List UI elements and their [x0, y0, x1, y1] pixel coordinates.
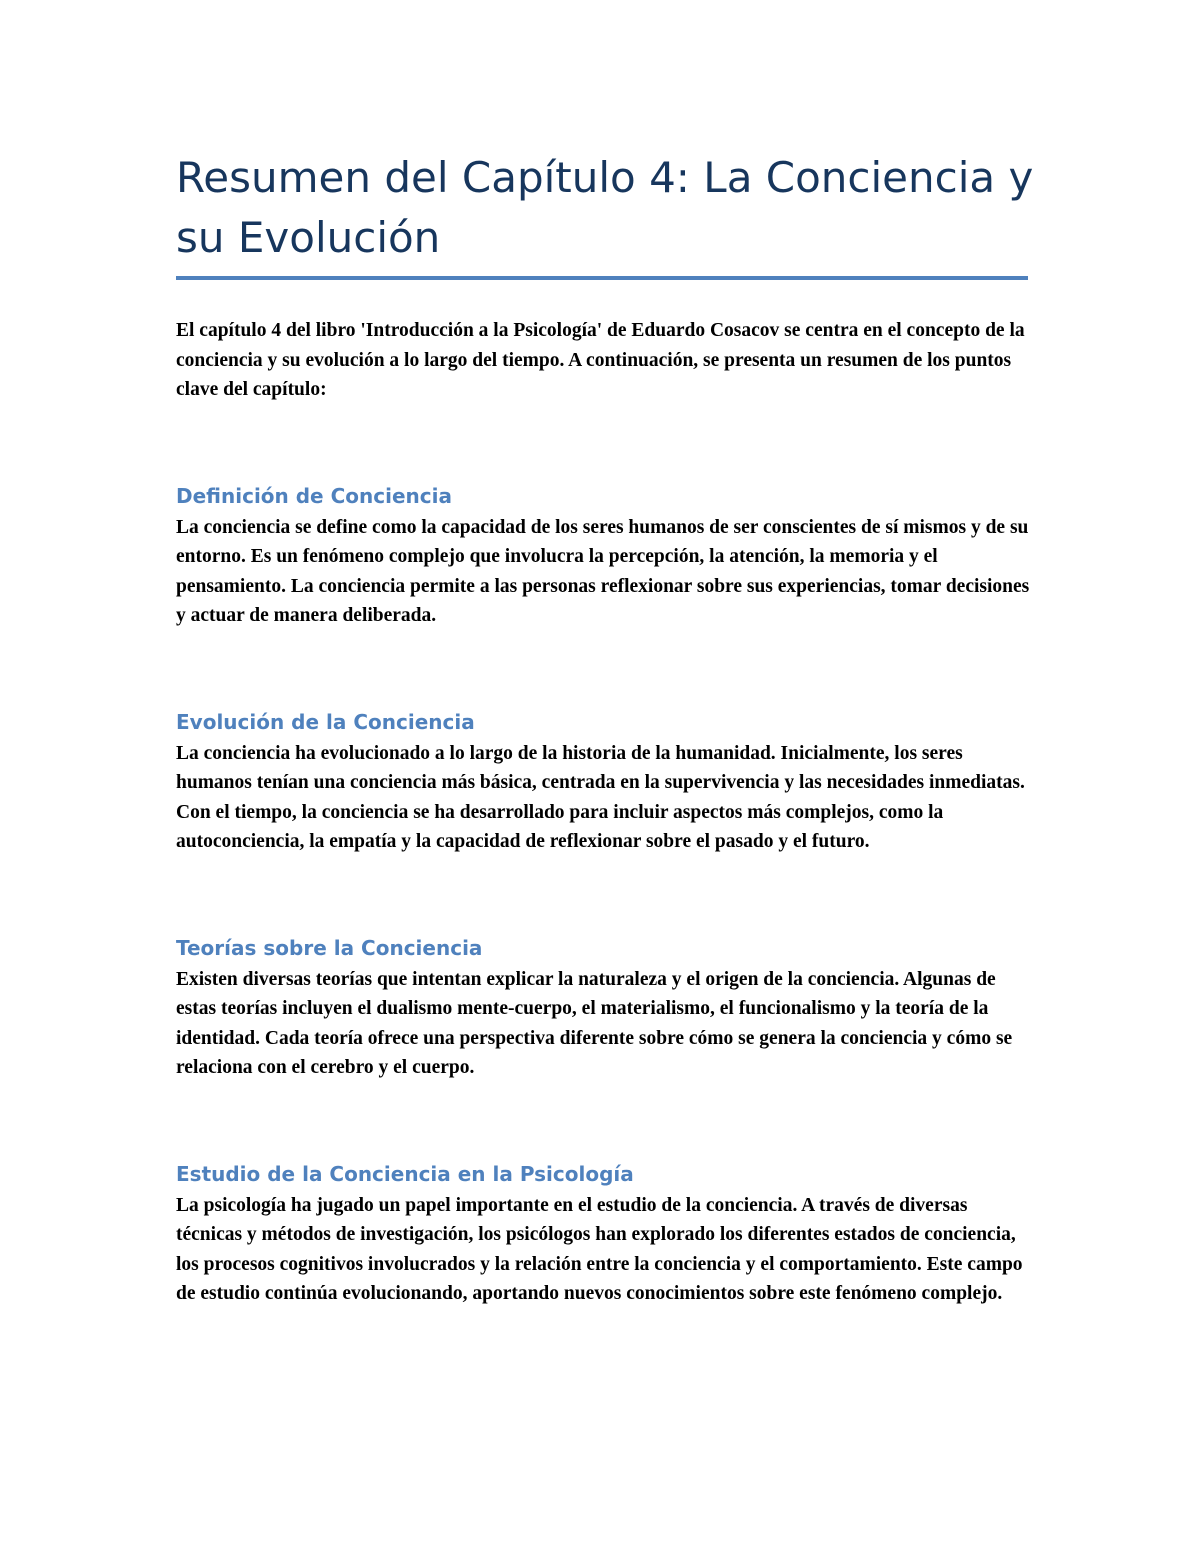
section-teorias [176, 933, 1036, 1083]
section-body: La psicología ha jugado un papel importante en el estudio de la conciencia. A través de diversas técnicas y métodos de investigación, los psicólogos han explorado los diferentes estados de conciencia, los procesos cognitivos involucrados y la relación entre la conciencia y el comportamiento. Este campo de estudio continúa evolucionando, aportando nuevos conocimientos sobre este fenómeno complejo. [176, 1194, 1023, 1304]
title-underline [176, 276, 1028, 280]
section-body: La conciencia ha evolucionado a lo largo de la historia de la humanidad. Inicialmente, los seres humanos tenían una conciencia más básica, centrada en la supervivencia y las necesidades inmediatas. Con el tiempo, la conciencia se ha desarrollado para incluir aspectos más complejos, como la autoconciencia, la empatía y la capacidad de reflexionar sobre el pasado y el futuro. [176, 742, 1025, 852]
section-heading: Definición de Conciencia [176, 483, 452, 508]
document-title: Resumen del Capítulo 4: La Conciencia y su Evolución [176, 153, 1034, 262]
section-definicion [176, 481, 1036, 631]
section-body: Existen diversas teorías que intentan explicar la naturaleza y el origen de la conciencia. Algunas de estas teorías incluyen el dualismo mente-cuerpo, el materialismo, el funcionalismo y la teoría de la identidad. Cada teoría ofrece una perspectiva diferente sobre cómo se genera la conciencia y cómo se relaciona con el cerebro y el cuerpo. [176, 968, 1013, 1078]
intro-paragraph: El capítulo 4 del libro 'Introducción a la Psicología' de Eduardo Cosacov se centra en el concepto de la conciencia y su evolución a lo largo del tiempo. A continuación, se presenta un resumen de los puntos clave del capítulo: [176, 320, 1025, 400]
section-heading: Estudio de la Conciencia en la Psicología [176, 1161, 634, 1186]
section-heading: Evolución de la Conciencia [176, 709, 475, 734]
section-heading: Teorías sobre la Conciencia [176, 935, 483, 960]
intro-paragraph-block [176, 316, 1036, 405]
section-evolucion [176, 707, 1036, 857]
document-page [176, 148, 1036, 1309]
section-body: La conciencia se define como la capacidad de los seres humanos de ser conscientes de sí mismos y de su entorno. Es un fenómeno complejo que involucra la percepción, la atención, la memoria y el pensamiento. La conciencia permite a las personas reflexionar sobre sus experiencias, tomar decisiones y actuar de manera deliberada. [176, 516, 1030, 626]
section-estudio [176, 1159, 1036, 1309]
